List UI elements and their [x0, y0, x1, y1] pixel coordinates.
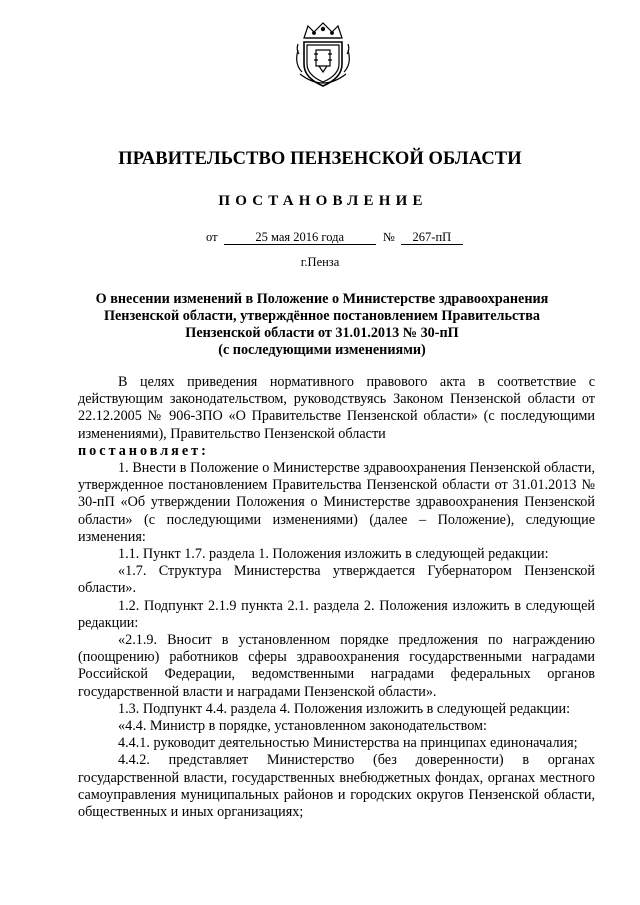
subject-line: (с последующими изменениями)	[218, 342, 426, 358]
paragraph-1-3: 1.3. Подпункт 4.4. раздела 4. Положения изложить в следующей редакции:	[118, 700, 571, 717]
paragraph-2-1-9-quote: «2.1.9. Вносит в установленном порядке предложения по награждению (поощрению) работников сферы здравоохранения государственными наградами Российской Федерации, ведомственными наградами федеральных органов государственной власти и наградами Пензенской области».	[78, 632, 595, 700]
resolves-word: постановляет:	[78, 442, 209, 459]
number-sign: №	[382, 230, 395, 244]
paragraph-1-7-quote: «1.7. Структура Министерства утверждается Губернатором Пензенской области».	[78, 563, 595, 597]
document-body	[78, 374, 595, 821]
subject-line: Пензенской области от 31.01.2013 № 30-пП	[185, 325, 459, 341]
subject-line: О внесении изменений в Положение о Министерстве здравоохранения	[95, 291, 549, 307]
document-date: 25 мая 2016 года	[224, 231, 376, 245]
date-prefix: от	[206, 230, 218, 244]
date-number-line	[206, 230, 463, 245]
paragraph-1: 1. Внести в Положение о Министерстве здравоохранения Пензенской области, утвержденное постановлением Правительства Пензенской области от 31.01.2013 № 30-пП «Об утверждении Положения о Министерстве здравоохранения Пензенской области» (с последующими изменениями) (далее – Положение), следующие изменения:	[78, 460, 595, 545]
paragraph-1-1: 1.1. Пункт 1.7. раздела 1. Положения изложить в следующей редакции:	[118, 546, 549, 563]
preamble-paragraph: В целях приведения нормативного правового акта в соответствие с действующим законодательством, руководствуясь Законом Пензенской области от 22.12.2005 № 906-ЗПО «О Правительстве Пензенской области» (с последующими изменениями), Правительство Пензенской области	[78, 374, 595, 442]
city: г.Пенза	[300, 255, 340, 269]
subject-line: Пензенской области, утверждённое постановлением Правительства	[103, 308, 541, 324]
document-number: 267-пП	[401, 231, 463, 245]
document-subject	[60, 291, 584, 359]
paragraph-1-2: 1.2. Подпункт 2.1.9 пункта 2.1. раздела 2. Положения изложить в следующей редакции:	[78, 597, 595, 631]
government-title: ПРАВИТЕЛЬСТВО ПЕНЗЕНСКОЙ ОБЛАСТИ	[118, 149, 522, 169]
coat-of-arms-icon	[294, 20, 352, 90]
document-type: ПОСТАНОВЛЕНИЕ	[218, 193, 428, 209]
paragraph-4-4-2: 4.4.2. представляет Министерство (без доверенности) в органах государственной власти, государственных внебюджетных фондах, органах местного самоуправления муниципальных районов и городских округов Пензенской области, общественных и иных организациях;	[78, 752, 595, 821]
paragraph-4-4-1: 4.4.1. руководит деятельностью Министерства на принципах единоначалия;	[118, 735, 578, 752]
paragraph-4-4-quote: «4.4. Министр в порядке, установленном законодательством:	[118, 718, 487, 735]
